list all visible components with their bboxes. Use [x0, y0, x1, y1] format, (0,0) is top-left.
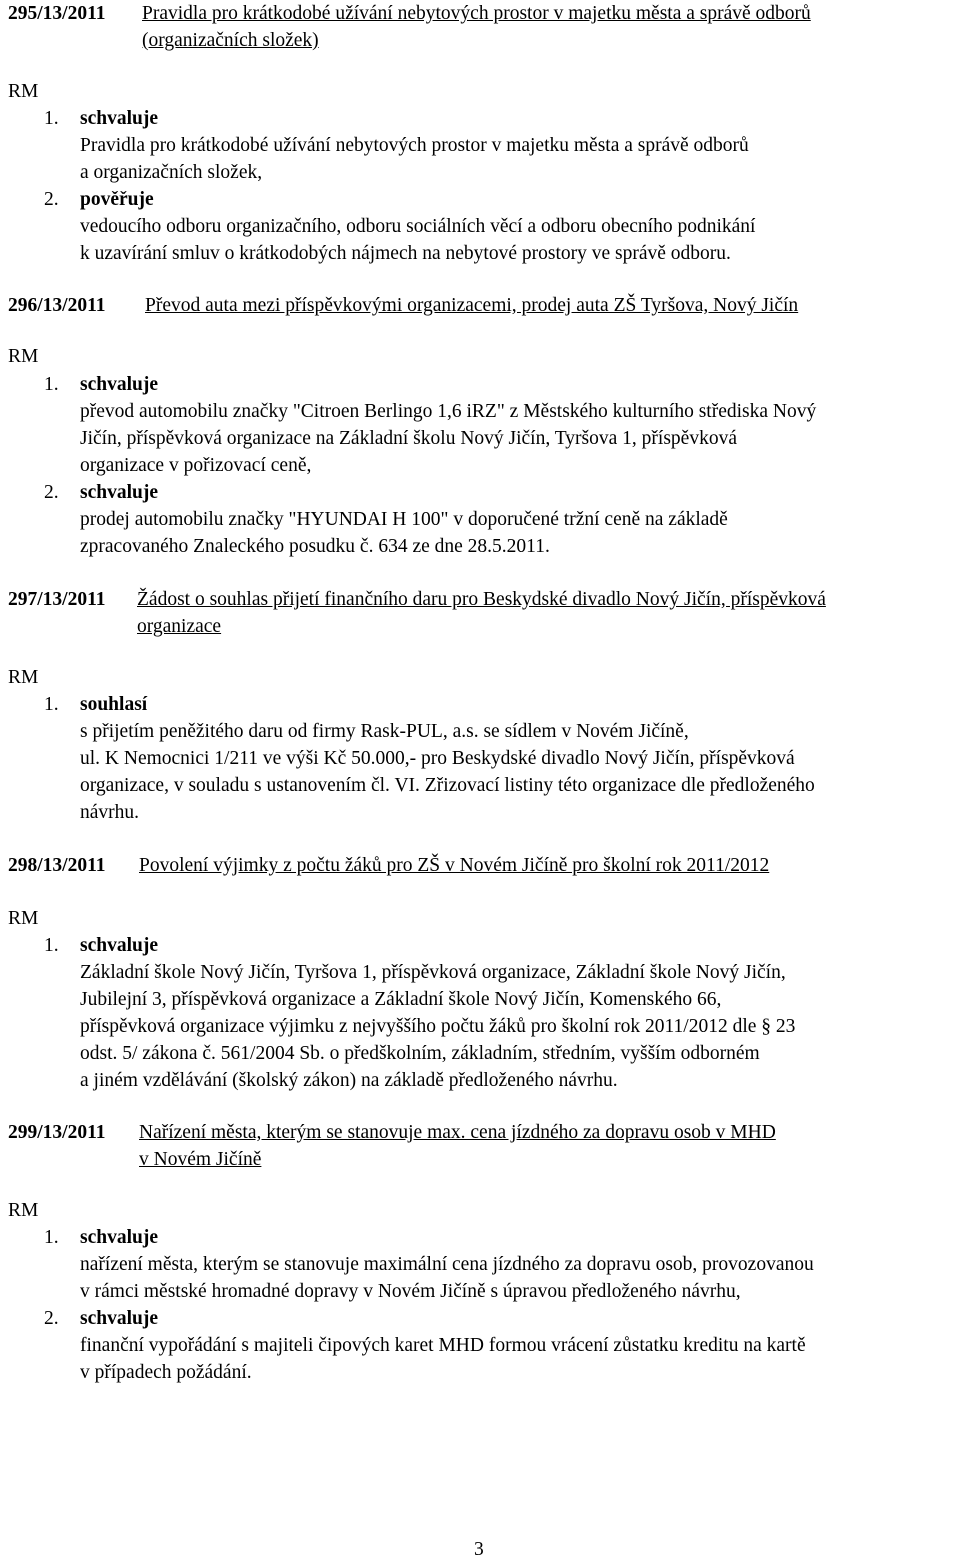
resolution-item — [44, 479, 158, 506]
resolution-title-line: v Novém Jičíně — [139, 1149, 262, 1170]
item-text-line: v rámci městské hromadné dopravy v Novém Jičíně s úpravou předloženého návrhu, — [80, 1281, 741, 1302]
item-number: 1. — [44, 1227, 59, 1248]
item-verb: schvaluje — [80, 482, 158, 503]
resolution-title-line: (organizačních složek) — [142, 30, 319, 51]
item-text-line: zpracovaného Znaleckého posudku č. 634 ze dne 28.5.2011. — [80, 536, 550, 557]
resolution-item — [44, 186, 154, 213]
item-verb: schvaluje — [80, 935, 158, 956]
resolution-number: 296/13/2011 — [8, 295, 106, 316]
item-number: 1. — [44, 935, 59, 956]
resolution-number: 297/13/2011 — [8, 589, 106, 610]
item-verb: schvaluje — [80, 374, 158, 395]
item-text-line: vedoucího odboru organizačního, odboru sociálních věcí a odboru obecního podnikání — [80, 216, 756, 237]
page-number: 3 — [474, 1539, 484, 1560]
resolution-heading — [8, 0, 960, 54]
resolution-title — [139, 852, 960, 879]
resolution-299 — [8, 1119, 960, 1383]
item-text-line: organizace, v souladu s ustanovením čl. VI. Zřizovací listiny této organizace dle předloženého — [80, 775, 815, 796]
resolution-item — [44, 932, 158, 959]
item-text-line: nařízení města, kterým se stanovuje maximální cena jízdného za dopravu osob, provozovanou — [80, 1254, 814, 1275]
item-text-line: návrhu. — [80, 802, 140, 823]
resolution-item — [44, 1224, 158, 1251]
item-text — [80, 959, 960, 1094]
resolution-item — [44, 1305, 158, 1332]
item-text — [80, 398, 960, 479]
resolution-title-line: Žádost o souhlas přijetí finančního daru pro Beskydské divadlo Nový Jičín, příspěvková — [137, 589, 826, 610]
resolution-297 — [8, 586, 960, 823]
item-number: 1. — [44, 694, 59, 715]
resolution-title-line: Pravidla pro krátkodobé užívání nebytových prostor v majetku města a správě odborů — [142, 3, 811, 24]
resolution-heading — [8, 292, 960, 319]
item-verb: souhlasí — [80, 694, 148, 715]
resolution-item — [44, 371, 158, 398]
item-text — [80, 506, 960, 560]
item-verb: schvaluje — [80, 1308, 158, 1329]
item-number: 2. — [44, 482, 59, 503]
item-text — [80, 132, 960, 186]
resolution-title — [137, 586, 960, 640]
item-number: 2. — [44, 189, 59, 210]
resolution-296 — [8, 292, 960, 557]
item-text-line: příspěvková organizace výjimku z nejvyššího počtu žáků pro školní rok 2011/2012 dle § 23 — [80, 1016, 796, 1037]
item-text-line: v případech požádání. — [80, 1362, 252, 1383]
item-text-line: prodej automobilu značky "HYUNDAI H 100" v doporučené tržní ceně na základě — [80, 509, 728, 530]
resolution-295 — [8, 0, 960, 264]
item-text — [80, 213, 960, 267]
item-text-line: k uzavírání smluv o krátkodobých nájmech na nebytové prostory ve správě odboru. — [80, 243, 731, 264]
item-text-line: Jičín, příspěvková organizace na Základní školu Nový Jičín, Tyršova 1, příspěvková — [80, 428, 737, 449]
resolution-title-line: organizace — [137, 616, 222, 637]
item-verb: pověřuje — [80, 189, 154, 210]
council-label: RM — [8, 667, 39, 688]
item-text-line: a jiném vzdělávání (školský zákon) na základě předloženého návrhu. — [80, 1070, 618, 1091]
resolution-heading — [8, 586, 960, 640]
resolution-item — [44, 691, 147, 718]
council-label: RM — [8, 908, 39, 929]
council-label: RM — [8, 81, 39, 102]
council-label: RM — [8, 1200, 39, 1221]
item-number: 1. — [44, 108, 59, 129]
item-text-line: odst. 5/ zákona č. 561/2004 Sb. o předškolním, základním, středním, vyšším odborném — [80, 1043, 760, 1064]
item-text-line: Jubilejní 3, příspěvková organizace a Základní škole Nový Jičín, Komenského 66, — [80, 989, 722, 1010]
resolution-title — [142, 0, 960, 54]
resolution-number: 299/13/2011 — [8, 1122, 106, 1143]
item-verb: schvaluje — [80, 1227, 158, 1248]
resolution-heading — [8, 1119, 960, 1173]
item-text-line: finanční vypořádání s majiteli čipových karet MHD formou vrácení zůstatku kreditu na kartě — [80, 1335, 806, 1356]
item-text — [80, 1251, 960, 1305]
resolution-heading — [8, 852, 960, 879]
resolution-title-line: Povolení výjimky z počtu žáků pro ZŠ v Novém Jičíně pro školní rok 2011/2012 — [139, 855, 770, 876]
resolution-item — [44, 105, 158, 132]
resolution-title — [145, 292, 960, 319]
resolution-title — [139, 1119, 960, 1173]
item-text-line: převod automobilu značky "Citroen Berlingo 1,6 iRZ" z Městského kulturního střediska Nový — [80, 401, 817, 422]
item-text — [80, 718, 960, 826]
item-number: 1. — [44, 374, 59, 395]
resolution-number: 298/13/2011 — [8, 855, 106, 876]
resolution-number: 295/13/2011 — [8, 3, 106, 24]
item-text-line: Základní škole Nový Jičín, Tyršova 1, příspěvková organizace, Základní škole Nový Jičín, — [80, 962, 786, 983]
item-text-line: a organizačních složek, — [80, 162, 263, 183]
resolution-title-line: Nařízení města, kterým se stanovuje max. cena jízdného za dopravu osob v MHD — [139, 1122, 776, 1143]
item-text-line: ul. K Nemocnici 1/211 ve výši Kč 50.000,- pro Beskydské divadlo Nový Jičín, příspěvková — [80, 748, 795, 769]
council-label: RM — [8, 346, 39, 367]
item-text-line: organizace v pořizovací ceně, — [80, 455, 312, 476]
item-verb: schvaluje — [80, 108, 158, 129]
item-text-line: s přijetím peněžitého daru od firmy Rask-PUL, a.s. se sídlem v Novém Jičíně, — [80, 721, 689, 742]
resolution-298 — [8, 852, 960, 1091]
item-text — [80, 1332, 960, 1386]
resolution-title-line: Převod auta mezi příspěvkovými organizacemi, prodej auta ZŠ Tyršova, Nový Jičín — [145, 295, 799, 316]
item-text-line: Pravidla pro krátkodobé užívání nebytových prostor v majetku města a správě odborů — [80, 135, 749, 156]
item-number: 2. — [44, 1308, 59, 1329]
